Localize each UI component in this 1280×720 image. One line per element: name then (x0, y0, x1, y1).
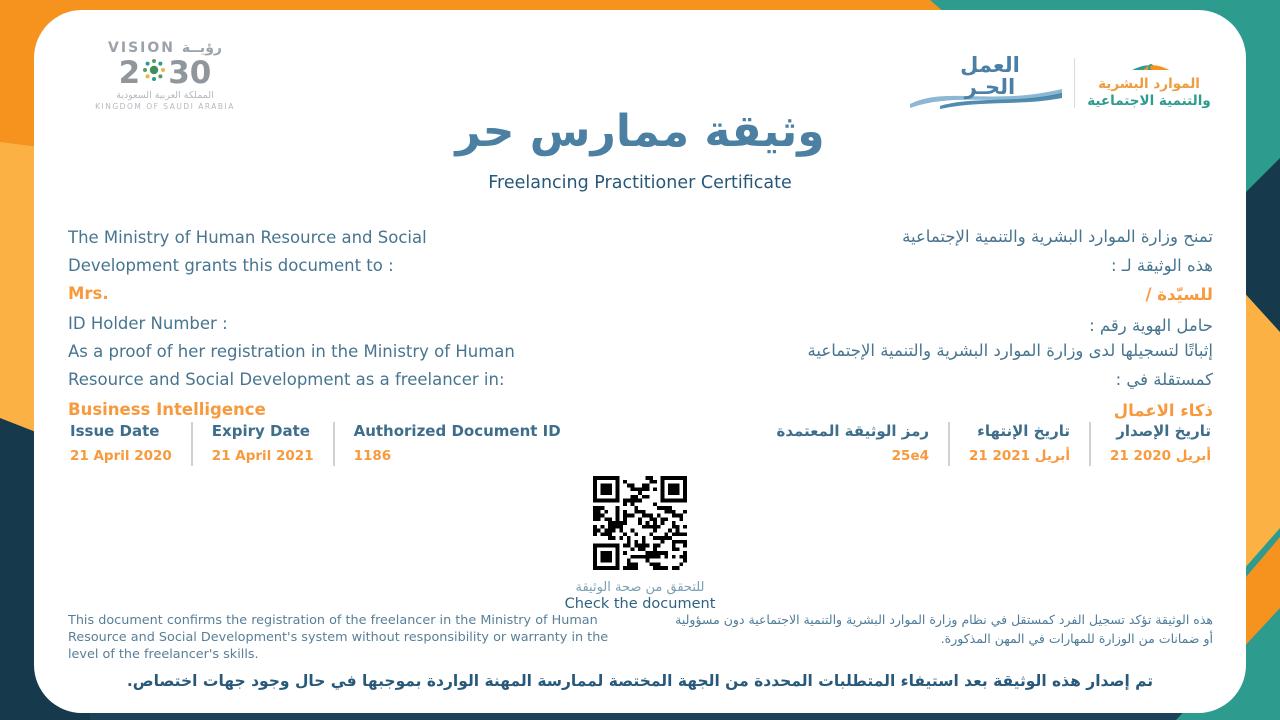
issue-date-ar: تاريخ الإصدار 21 أبريل 2020 (1110, 422, 1211, 464)
ministry-logo (1086, 26, 1212, 109)
disclaimer-ar: هذه الوثيقة تؤكد تسجيل الفرد كمستقل في نظام وزارة الموارد البشرية والتنمية الاجتماعية دون مسؤولية أو ضمانات من الوزارة للمهارات في المهن المذكورة. (675, 612, 1213, 646)
vision-2030-emblem-icon (141, 57, 167, 88)
document-code-ar: رمز الوثيقة المعتمدة 25e4 (776, 422, 929, 464)
disclaimer-en: This document confirms the registration of the freelancer in the Ministry of Human Resource and Social Development's system without responsibility or warranty in the level of the freelancer's skills. (68, 613, 609, 662)
certificate-card (34, 10, 1246, 713)
grant-text-en: The Ministry of Human Resource and Social Development grants this document to : Mrs. ID Holder Number : (68, 224, 427, 338)
qr-caption-ar: للتحقق من صحة الوثيقة (575, 580, 705, 595)
vision-country-en: KINGDOM OF SAUDI ARABIA (95, 102, 235, 111)
vision-2030-wordmark: VISION رؤيــة (108, 40, 222, 56)
qr-code (593, 476, 687, 570)
profession-en: Business Intelligence (68, 400, 266, 419)
ministry-name-line2: والتنمية الاجتماعية (1087, 93, 1211, 109)
qr-block (34, 476, 1246, 612)
issue-date-en: Issue Date 21 April 2020 (70, 422, 172, 464)
expiry-date-en: Expiry Date 21 April 2021 (211, 422, 314, 464)
proof-text-ar: إثباتًا لتسجيلها لدى وزارة الموارد البشرية والتنمية الإجتماعية كمستقلة في : ذكاء الاعمال (808, 336, 1213, 425)
grant-text-ar: تمنح وزارة الموارد البشرية والتنمية الإجتماعية هذه الوثيقة لـ : للسيّدة / حامل الهوية رقم : (902, 222, 1213, 340)
qr-caption-en: Check the document (564, 596, 716, 612)
vision-2030-logo (80, 40, 250, 111)
vision-2030-year: 2 30 (118, 54, 212, 91)
logo-divider (1074, 58, 1075, 108)
certificate-title-en: Freelancing Practitioner Certificate (488, 173, 792, 193)
holder-name-ar: للسيّدة / (1145, 285, 1213, 304)
profession-ar: ذكاء الاعمال (1113, 401, 1213, 420)
divider (333, 422, 335, 466)
divider (1089, 422, 1091, 466)
id-holder-label-ar: حامل الهوية رقم : (1089, 316, 1213, 335)
palm-emblem-icon (1117, 55, 1181, 74)
vision-country-ar: المملكة العربية السعودية (116, 90, 214, 101)
id-holder-label-en: ID Holder Number : (68, 314, 228, 333)
divider (948, 422, 950, 466)
certificate-title-ar: وثيقة ممارس حر (455, 106, 825, 157)
dates-row-en (68, 422, 563, 466)
expiry-date-ar: تاريخ الإنتهاء 21 أبريل 2021 (969, 422, 1070, 464)
footer-statement-ar: تم إصدار هذه الوثيقة بعد استيفاء المتطلبات المحددة من الجهة المختصة لممارسة المهنة الواردة بموجبها في حال وجود جهات اختصاص. (126, 672, 1154, 690)
proof-text-en: As a proof of her registration in the Ministry of Human Resource and Social Development as a freelancer in: Business Intelligence (68, 338, 515, 424)
authorized-document-id: Authorized Document ID 1186 (353, 422, 561, 464)
holder-name-en: Mrs. (68, 284, 109, 303)
ministry-name-line1: الموارد البشرية (1098, 76, 1200, 92)
dates-row-ar (774, 422, 1213, 466)
freelance-work-logo: العمل الحـر (920, 54, 1060, 98)
divider (191, 422, 193, 466)
